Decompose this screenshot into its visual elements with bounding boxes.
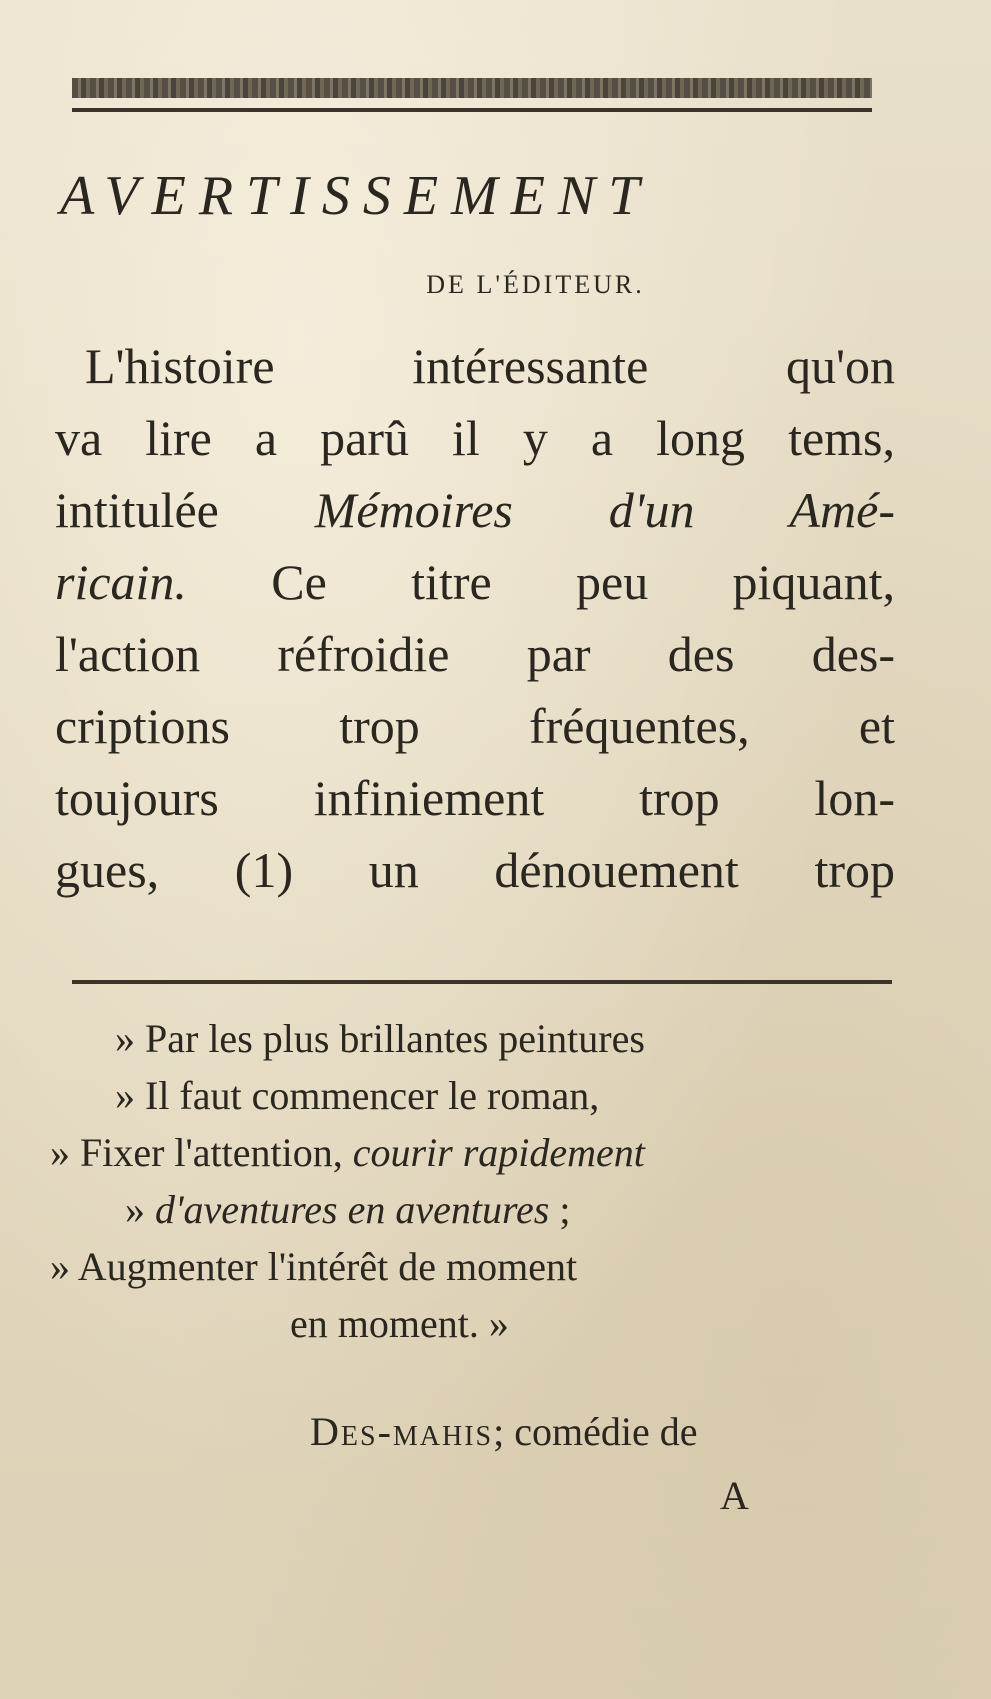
quote-fragment: » <box>125 1187 145 1232</box>
quote-fragment: ; <box>559 1187 571 1232</box>
quote-line: » Augmenter l'intérêt de moment <box>50 1244 578 1289</box>
quote-italic: courir rapidement <box>352 1130 645 1175</box>
book-title-italic-end: ricain. <box>55 554 187 610</box>
body-fragment: intitulée <box>55 482 219 538</box>
book-title-italic: Mémoires d'un Amé- <box>314 482 895 538</box>
body-line: toujours infiniement trop lon- <box>55 770 895 826</box>
quote-line <box>50 1124 900 1181</box>
footnote-divider <box>72 980 892 984</box>
quote-fragment: » Fixer l'attention, <box>50 1130 343 1175</box>
body-line: L'histoire intéressante qu'on <box>85 338 895 394</box>
quote-line: » Par les plus brillantes peintures <box>115 1016 645 1061</box>
quote-attribution <box>310 1409 900 1454</box>
signature-mark: A <box>720 1473 749 1518</box>
footnote-quote <box>50 1010 900 1352</box>
body-line: criptions trop fréquentes, et <box>55 698 895 754</box>
ornament-band <box>72 78 872 98</box>
header-ornament <box>72 78 872 118</box>
body-text <box>55 330 895 906</box>
body-line <box>55 474 895 546</box>
page-subtitle: DE L'ÉDITEUR. <box>426 270 645 299</box>
body-fragment: Ce titre peu piquant, <box>271 554 896 610</box>
attribution-author: Des-mahis <box>310 1409 494 1454</box>
body-line: gues, (1) un dénouement trop <box>55 842 895 898</box>
attribution-rest: ; comédie de <box>493 1409 698 1454</box>
quote-line: » Il faut commencer le roman, <box>115 1073 600 1118</box>
quote-line <box>50 1181 900 1238</box>
ornament-rule <box>72 108 872 112</box>
body-line <box>55 546 895 618</box>
quote-italic: d'aventures en aventures <box>155 1187 550 1232</box>
body-line: va lire a parû il y a long tems, <box>55 410 895 466</box>
body-line: l'action réfroidie par des des- <box>55 626 895 682</box>
page-title: AVERTISSEMENT <box>60 165 653 227</box>
quote-line: en moment. » <box>290 1301 509 1346</box>
